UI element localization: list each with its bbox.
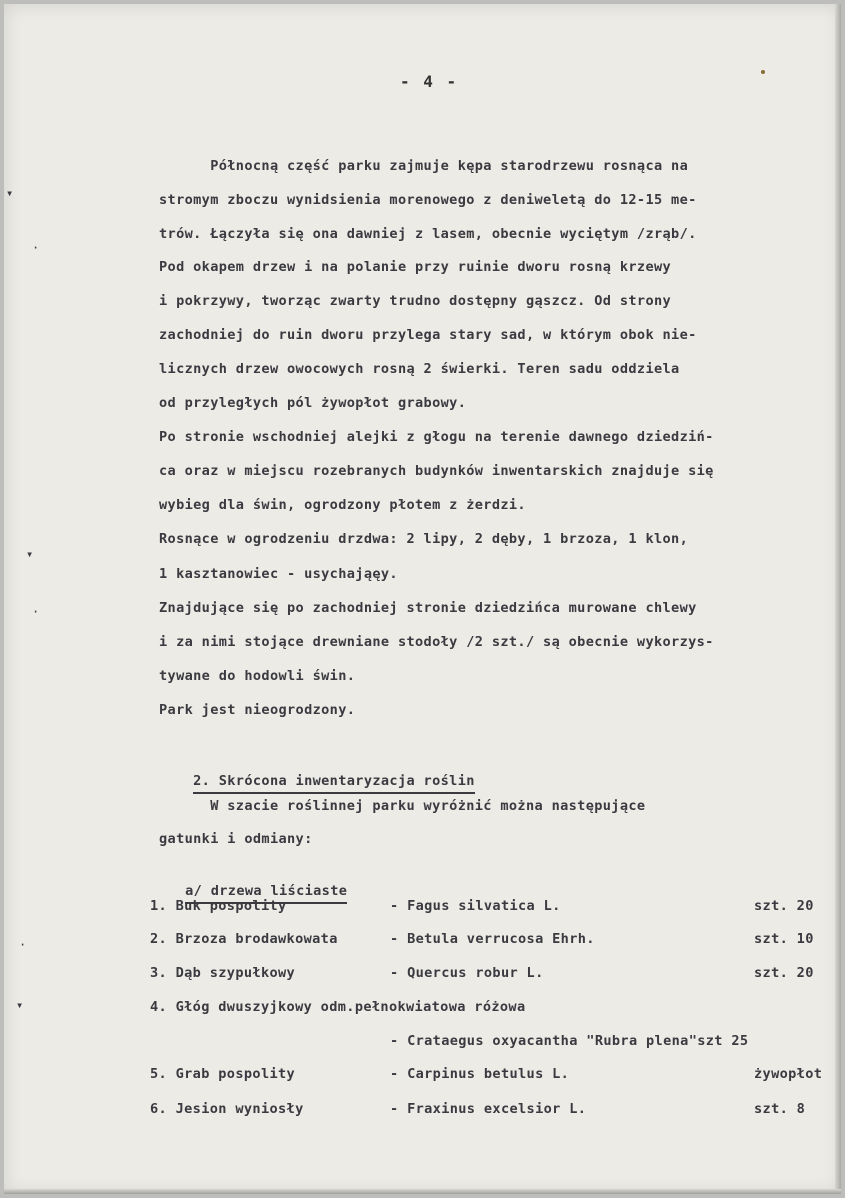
- tree-row: [150, 998, 830, 1016]
- paragraph-line: Znajdujące się po zachodniej stronie dziedzińca murowane chlewy: [159, 600, 697, 616]
- tree-name: 1. Buk pospolity: [150, 898, 287, 914]
- paragraph-line: Północną część parku zajmuje kępa starodrzewu rosnąca na: [159, 158, 689, 174]
- tree-name: 5. Grab pospolity: [150, 1066, 296, 1082]
- paragraph-line: Rosnące w ogrodzeniu drzdwa: 2 lipy, 2 dęby, 1 brzoza, 1 klon,: [159, 531, 689, 547]
- tree-quantity: szt. 20: [754, 898, 814, 914]
- paragraph-line: ca oraz w miejscu rozebranych budynków inwentarskich znajduje się: [159, 463, 714, 479]
- margin-mark: ▾: [26, 547, 34, 561]
- page-edge-right: [835, 4, 841, 1194]
- tree-latin-name: - Quercus robur L.: [390, 965, 544, 981]
- intro-line-2: gatunki i odmiany:: [159, 831, 313, 847]
- tree-latin-name: - Crataegus oxyacantha "Rubra plena"szt 25: [390, 1033, 749, 1049]
- section-heading-text: 2. Skrócona inwentaryzacja roślin: [193, 773, 475, 794]
- paragraph-line: tywane do hodowli świn.: [159, 668, 356, 684]
- tree-row: [150, 964, 830, 982]
- paragraph-line: zachodniej do ruin dworu przylega stary sad, w którym obok nie-: [159, 327, 697, 343]
- page-edge-bottom: [4, 1189, 841, 1194]
- paragraph-line: licznych drzew owocowych rosną 2 świerki. Teren sadu oddziela: [159, 361, 680, 377]
- document-page: [4, 4, 841, 1194]
- margin-mark: ·: [19, 938, 27, 952]
- tree-name: 4. Głóg dwuszyjkowy odm.pełnokwiatowa różowa: [150, 999, 526, 1015]
- margin-mark: ▾: [6, 186, 14, 200]
- paragraph-line: i za nimi stojące drewniane stodoły /2 szt./ są obecnie wykorzys-: [159, 634, 714, 650]
- paragraph-line: trów. Łączyła się ona dawniej z lasem, obecnie wyciętym /zrąb/.: [159, 226, 697, 242]
- tree-latin-name: - Fraxinus excelsior L.: [390, 1101, 587, 1117]
- margin-mark: ·: [32, 605, 40, 619]
- tree-quantity: szt. 8: [754, 1101, 806, 1117]
- paragraph-line: Pod okapem drzew i na polanie przy ruinie dworu rosną krzewy: [159, 259, 672, 275]
- tree-name: 6. Jesion wyniosły: [150, 1101, 304, 1117]
- paragraph-line: od przyległych pól żywopłot grabowy.: [159, 395, 467, 411]
- paragraph-line: Park jest nieogrodzony.: [159, 702, 356, 718]
- tree-row: [150, 1065, 830, 1083]
- tree-latin-name: - Fagus silvatica L.: [390, 898, 561, 914]
- ink-spot: [761, 70, 765, 74]
- paragraph-line: stromym zboczu wynidsienia morenowego z deniweletą do 12-15 me-: [159, 192, 697, 208]
- tree-quantity: szt. 10: [754, 931, 814, 947]
- tree-row: [150, 930, 830, 948]
- margin-mark: ▾: [16, 998, 24, 1012]
- paragraph-line: i pokrzywy, tworząc zwarty trudno dostępny gąszcz. Od strony: [159, 293, 672, 309]
- tree-latin-name: - Carpinus betulus L.: [390, 1066, 570, 1082]
- paragraph-line: Po stronie wschodniej alejki z głogu na terenie dawnego dziedziń-: [159, 429, 714, 445]
- tree-row: [150, 1100, 830, 1118]
- subheading-text: a/ drzewa liściaste: [185, 883, 347, 904]
- page-number: - 4 -: [400, 72, 459, 91]
- tree-latin-name: - Betula verrucosa Ehrh.: [390, 931, 595, 947]
- margin-mark: ·: [32, 241, 40, 255]
- paragraph-line: 1 kasztanowiec - usychająęy.: [159, 566, 398, 582]
- tree-quantity: szt. 20: [754, 965, 814, 981]
- intro-line-1: W szacie roślinnej parku wyróżnić można następujące: [159, 798, 646, 814]
- tree-name: 3. Dąb szypułkowy: [150, 965, 296, 981]
- tree-row: [150, 897, 830, 915]
- tree-quantity: żywopłot: [754, 1066, 823, 1082]
- tree-name: 2. Brzoza brodawkowata: [150, 931, 338, 947]
- paragraph-line: wybieg dla świn, ogrodzony płotem z żerdzi.: [159, 497, 526, 513]
